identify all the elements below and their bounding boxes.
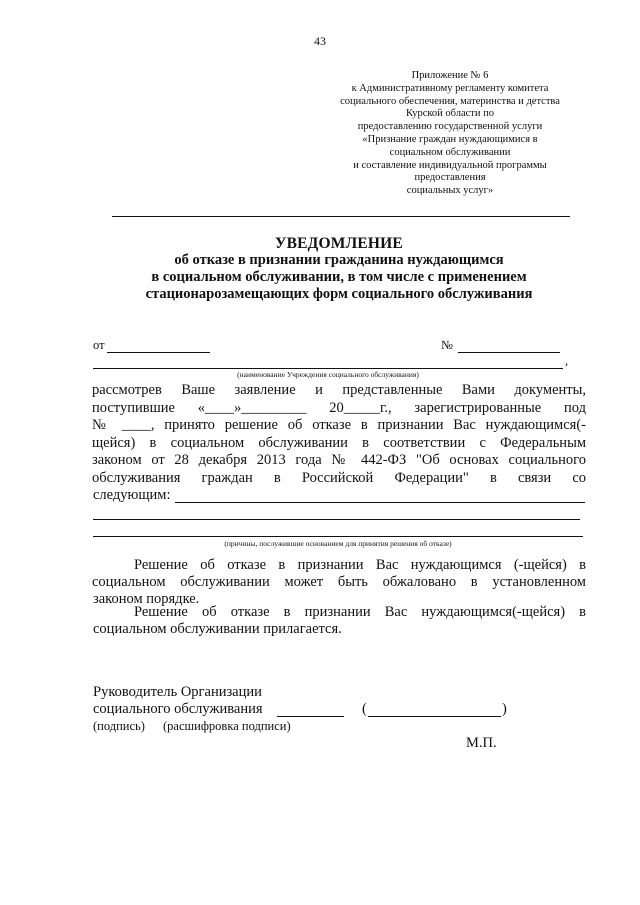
signature-title: социального обслуживания: [93, 701, 263, 717]
date-field[interactable]: [107, 352, 210, 353]
caption-signature: (подпись): [93, 719, 145, 733]
institution-caption: (наименование Учреждения социального обслуживания): [237, 370, 419, 379]
appendix-line: социальном обслуживании: [389, 146, 511, 158]
document-title: [92, 235, 586, 303]
title-line: стационарозамещающих форм социального обслуживания: [145, 286, 533, 302]
number-label: №: [441, 338, 453, 352]
body-line: № ____, принято решение об отказе в признании Вас нуждающимся(-: [92, 417, 586, 433]
caption-decode: (расшифровка подписи): [163, 719, 291, 733]
signature-field[interactable]: [277, 716, 344, 717]
paragraph-line: Решение об отказе в признании Вас нуждающимся (-щейся) в: [134, 557, 586, 573]
bracket-close: ): [502, 701, 507, 717]
body-line: обслуживания граждан в Российской Федерации" в связи со: [92, 470, 586, 486]
institution-field[interactable]: [93, 368, 563, 369]
appendix-line: и составление индивидуальной программы: [353, 159, 547, 171]
body-line: законом от 28 декабря 2013 года № 442-ФЗ "Об основах социального: [92, 452, 586, 468]
following-label: следующим:: [93, 487, 171, 503]
appendix-line: социальных услуг»: [406, 185, 494, 197]
appendix-line: Курской области по: [405, 108, 495, 120]
number-field[interactable]: [458, 352, 560, 353]
page-number: 43: [314, 34, 326, 48]
title-heading: УВЕДОМЛЕНИЕ: [275, 235, 403, 252]
appendix-line: к Административному регламенту комитета: [351, 82, 549, 94]
reasons-field[interactable]: [93, 536, 583, 537]
stamp-place: М.П.: [466, 735, 497, 751]
appendix-line: Приложение № 6: [411, 70, 489, 81]
body-line: рассмотрев Ваше заявление и представленные Вами документы,: [92, 382, 586, 398]
comma: ,: [565, 354, 569, 368]
appendix-block: [330, 70, 570, 198]
title-line: в социальном обслуживании, в том числе с применением: [151, 269, 527, 285]
reasons-field[interactable]: [93, 519, 580, 520]
body-line: щейся) в социальном обслуживании в соответствии с Федеральным: [92, 435, 586, 451]
reasons-field[interactable]: [175, 502, 585, 503]
from-label: от: [93, 338, 105, 352]
appendix-line: «Признание граждан нуждающимися в: [362, 133, 538, 145]
signature-decode-field[interactable]: [368, 716, 501, 717]
appendix-line: социального обеспечения, материнства и детства: [340, 95, 560, 107]
paragraph-line: законом порядке.: [93, 591, 200, 607]
paragraph-line: Решение об отказе в признании Вас нуждающимся(-щейся) в: [134, 604, 586, 620]
bracket-open: (: [362, 701, 367, 717]
paragraph-line: социальном обслуживании может быть обжаловано в установленном: [92, 574, 586, 590]
signature-title: Руководитель Организации: [93, 684, 262, 700]
appendix-line: предоставления: [414, 172, 486, 184]
reasons-caption: (причины, послужившие основанием для принятия решения об отказе): [224, 539, 452, 548]
body-line: поступившие «____»_________ 20_____г., зарегистрированные под: [92, 400, 586, 416]
title-line: об отказе в признании гражданина нуждающимся: [174, 252, 504, 268]
appendix-line: предоставлению государственной услуги: [357, 121, 543, 133]
header-divider: [112, 216, 570, 217]
paragraph-line: социальном обслуживании прилагается.: [93, 621, 342, 637]
